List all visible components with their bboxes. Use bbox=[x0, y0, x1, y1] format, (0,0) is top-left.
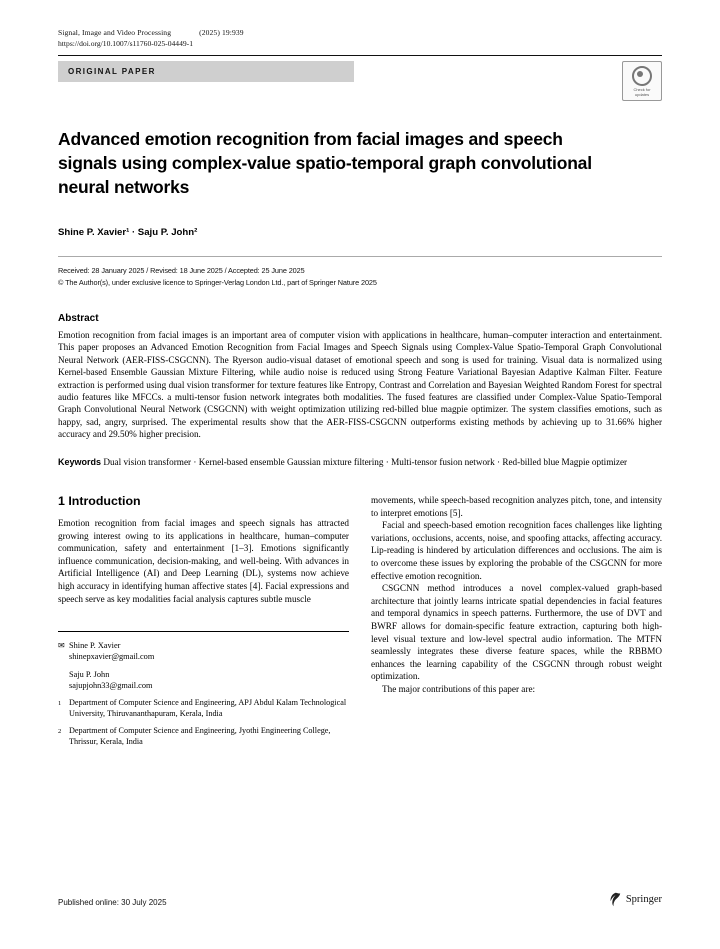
co-author-email[interactable]: sajupjohn33@gmail.com bbox=[69, 681, 153, 691]
paragraph: Facial and speech-based emotion recognition faces challenges like lighting variations, occlusions, accents, noise, and spoofing attacks, affecting accuracy. Lip-reading is hindered by articulation differences and occlusions. The aim is to overcome these issues by exploring the probable of the CSGCNN for more effective emotion recognition. bbox=[371, 520, 662, 581]
page-title: Advanced emotion recognition from facial images and speech signals using complex-value spatio-temporal graph convolutional neural networks bbox=[58, 129, 592, 197]
crossmark-badge[interactable] bbox=[622, 61, 662, 101]
section-heading-introduction: 1 Introduction bbox=[58, 494, 141, 509]
spacer bbox=[58, 669, 69, 680]
publisher-logo bbox=[609, 892, 662, 907]
published-date: Published online: 30 July 2025 bbox=[58, 898, 167, 907]
header-divider bbox=[58, 55, 662, 56]
correspondence-block bbox=[58, 631, 349, 747]
envelope-icon: ✉ bbox=[58, 641, 65, 651]
paragraph: movements, while speech-based recognition analyzes pitch, tone, and intensity to interpret emotions [5]. bbox=[371, 495, 662, 518]
springer-logo-icon bbox=[609, 892, 622, 907]
authors-divider bbox=[58, 256, 662, 257]
body-columns bbox=[58, 494, 662, 755]
paragraph: Emotion recognition from facial images and speech signals has attracted growing interest owing to its applications in healthcare, human–computer communication, safety and entertainment [1–3]. Emotions significantly influence communication, decision-making, and well-being. With advances in Artificial Intelligence (AI) and Deep Learning (DL), systems now achieve high accuracy in identifying human affective states [4]. Facial expressions and speech serve as key modalities facial analysis captures subtle muscle bbox=[58, 518, 349, 604]
crossmark-line1: Check for bbox=[633, 86, 651, 92]
paper-type-badge: ORIGINAL PAPER bbox=[58, 61, 354, 82]
affiliation-2 bbox=[58, 726, 349, 747]
corr-author-email[interactable]: shinepxavier@gmail.com bbox=[69, 652, 155, 662]
submission-dates: Received: 28 January 2025 / Revised: 18 June 2025 / Accepted: 25 June 2025 bbox=[58, 266, 305, 275]
journal-title: Signal, Image and Video Processing bbox=[58, 28, 172, 37]
page-footer bbox=[58, 892, 662, 907]
crossmark-icon bbox=[632, 66, 652, 86]
co-author-name: Saju P. John bbox=[69, 670, 110, 680]
keywords-text: Dual vision transformer · Kernel-based ensemble Gaussian mixture filtering · Multi-tensor fusion network · Red-billed blue Magpie optimizer bbox=[103, 456, 628, 467]
journal-header bbox=[58, 28, 662, 37]
paragraph: CSGCNN method introduces a novel complex-valued graph-based architecture that jointly learns intricate spatial dependencies in facial features and temporal dynamics in speech patterns. Furthermore, the use of DVT and BWRF allows for domain-specific feature extraction, capturing both high-level visual texture and low-level spectral audio information. The MTFN seamlessly integrates these diverse feature spaces, while the RBBMO enhances the learning capability of the CSGCNN through robust weight optimization. bbox=[371, 583, 662, 682]
abstract-body: Emotion recognition from facial images is an important area of computer vision with applications in healthcare, human–computer interaction and entertainment. This paper proposes an Advanced Emotion Recognition from Facial Images and Speech Signals using Complex-Value Spatio-Temporal Graph Convolutional Neural Network (AER-FISS-CSGCNN). The Ryerson audio-visual dataset of emotional speech and song is used for training. Visual data is normalized using Kernel-based Ensemble Gaussian Mixture Filtering, while audio noise is reduced using Strong Feature Variational Bayesian Adaptive Kalman Filter. Feature extraction is performed using dual vision transformer for texture features like Entropy, Contrast and Correlation and Bayesian Weighted Random Forest for spectral audio features like MFCCs. a multi-tensor fusion network integrates both modalities. The fused features are classified under Complex-Value Spatio-Temporal Graph Convolutional Neural Network (CSGCNN) with weight optimization utilizing red-billed blue magpie optimizer. The system classifies emotions, such as happy, sad, angry, surprised. The experimental results show that the AER-FISS-CSGCNN outperforms existing methods by achieving up to 31.66% higher accuracy and 29.50% higher precision. bbox=[58, 330, 662, 440]
spacer bbox=[58, 651, 69, 662]
keywords-label: Keywords bbox=[58, 456, 102, 467]
affiliation-number: 2 bbox=[58, 728, 62, 736]
paper-type-row bbox=[58, 61, 662, 97]
crossmark-line2: updates bbox=[634, 91, 650, 97]
paragraph: The major contributions of this paper are: bbox=[382, 683, 536, 694]
doi-link[interactable]: https://doi.org/10.1007/s11760-025-04449-1 bbox=[58, 39, 194, 48]
corr-author-name: Shine P. Xavier bbox=[69, 641, 121, 651]
publisher-name: Springer bbox=[625, 894, 662, 905]
corresponding-author bbox=[58, 640, 349, 662]
journal-volume: (2025) 19:939 bbox=[199, 28, 244, 37]
right-column bbox=[371, 494, 662, 755]
abstract-heading: Abstract bbox=[58, 313, 99, 324]
author-list: Shine P. Xavier¹ · Saju P. John² bbox=[58, 227, 198, 238]
affiliation-text: Department of Computer Science and Engineering, APJ Abdul Kalam Technological University, Thiruvananthapuram, Kerala, India bbox=[69, 698, 347, 718]
affiliation-1 bbox=[58, 698, 349, 719]
keywords-block bbox=[58, 456, 662, 468]
copyright-line: © The Author(s), under exclusive licence to Springer-Verlag London Ltd., part of Springer Nature 2025 bbox=[58, 278, 377, 287]
affiliation-text: Department of Computer Science and Engineering, Jyothi Engineering College, Thrissur, Kerala, India bbox=[69, 726, 331, 746]
co-author bbox=[58, 669, 349, 691]
left-column bbox=[58, 494, 349, 755]
affiliation-number: 1 bbox=[58, 700, 62, 708]
spacer bbox=[58, 680, 69, 691]
